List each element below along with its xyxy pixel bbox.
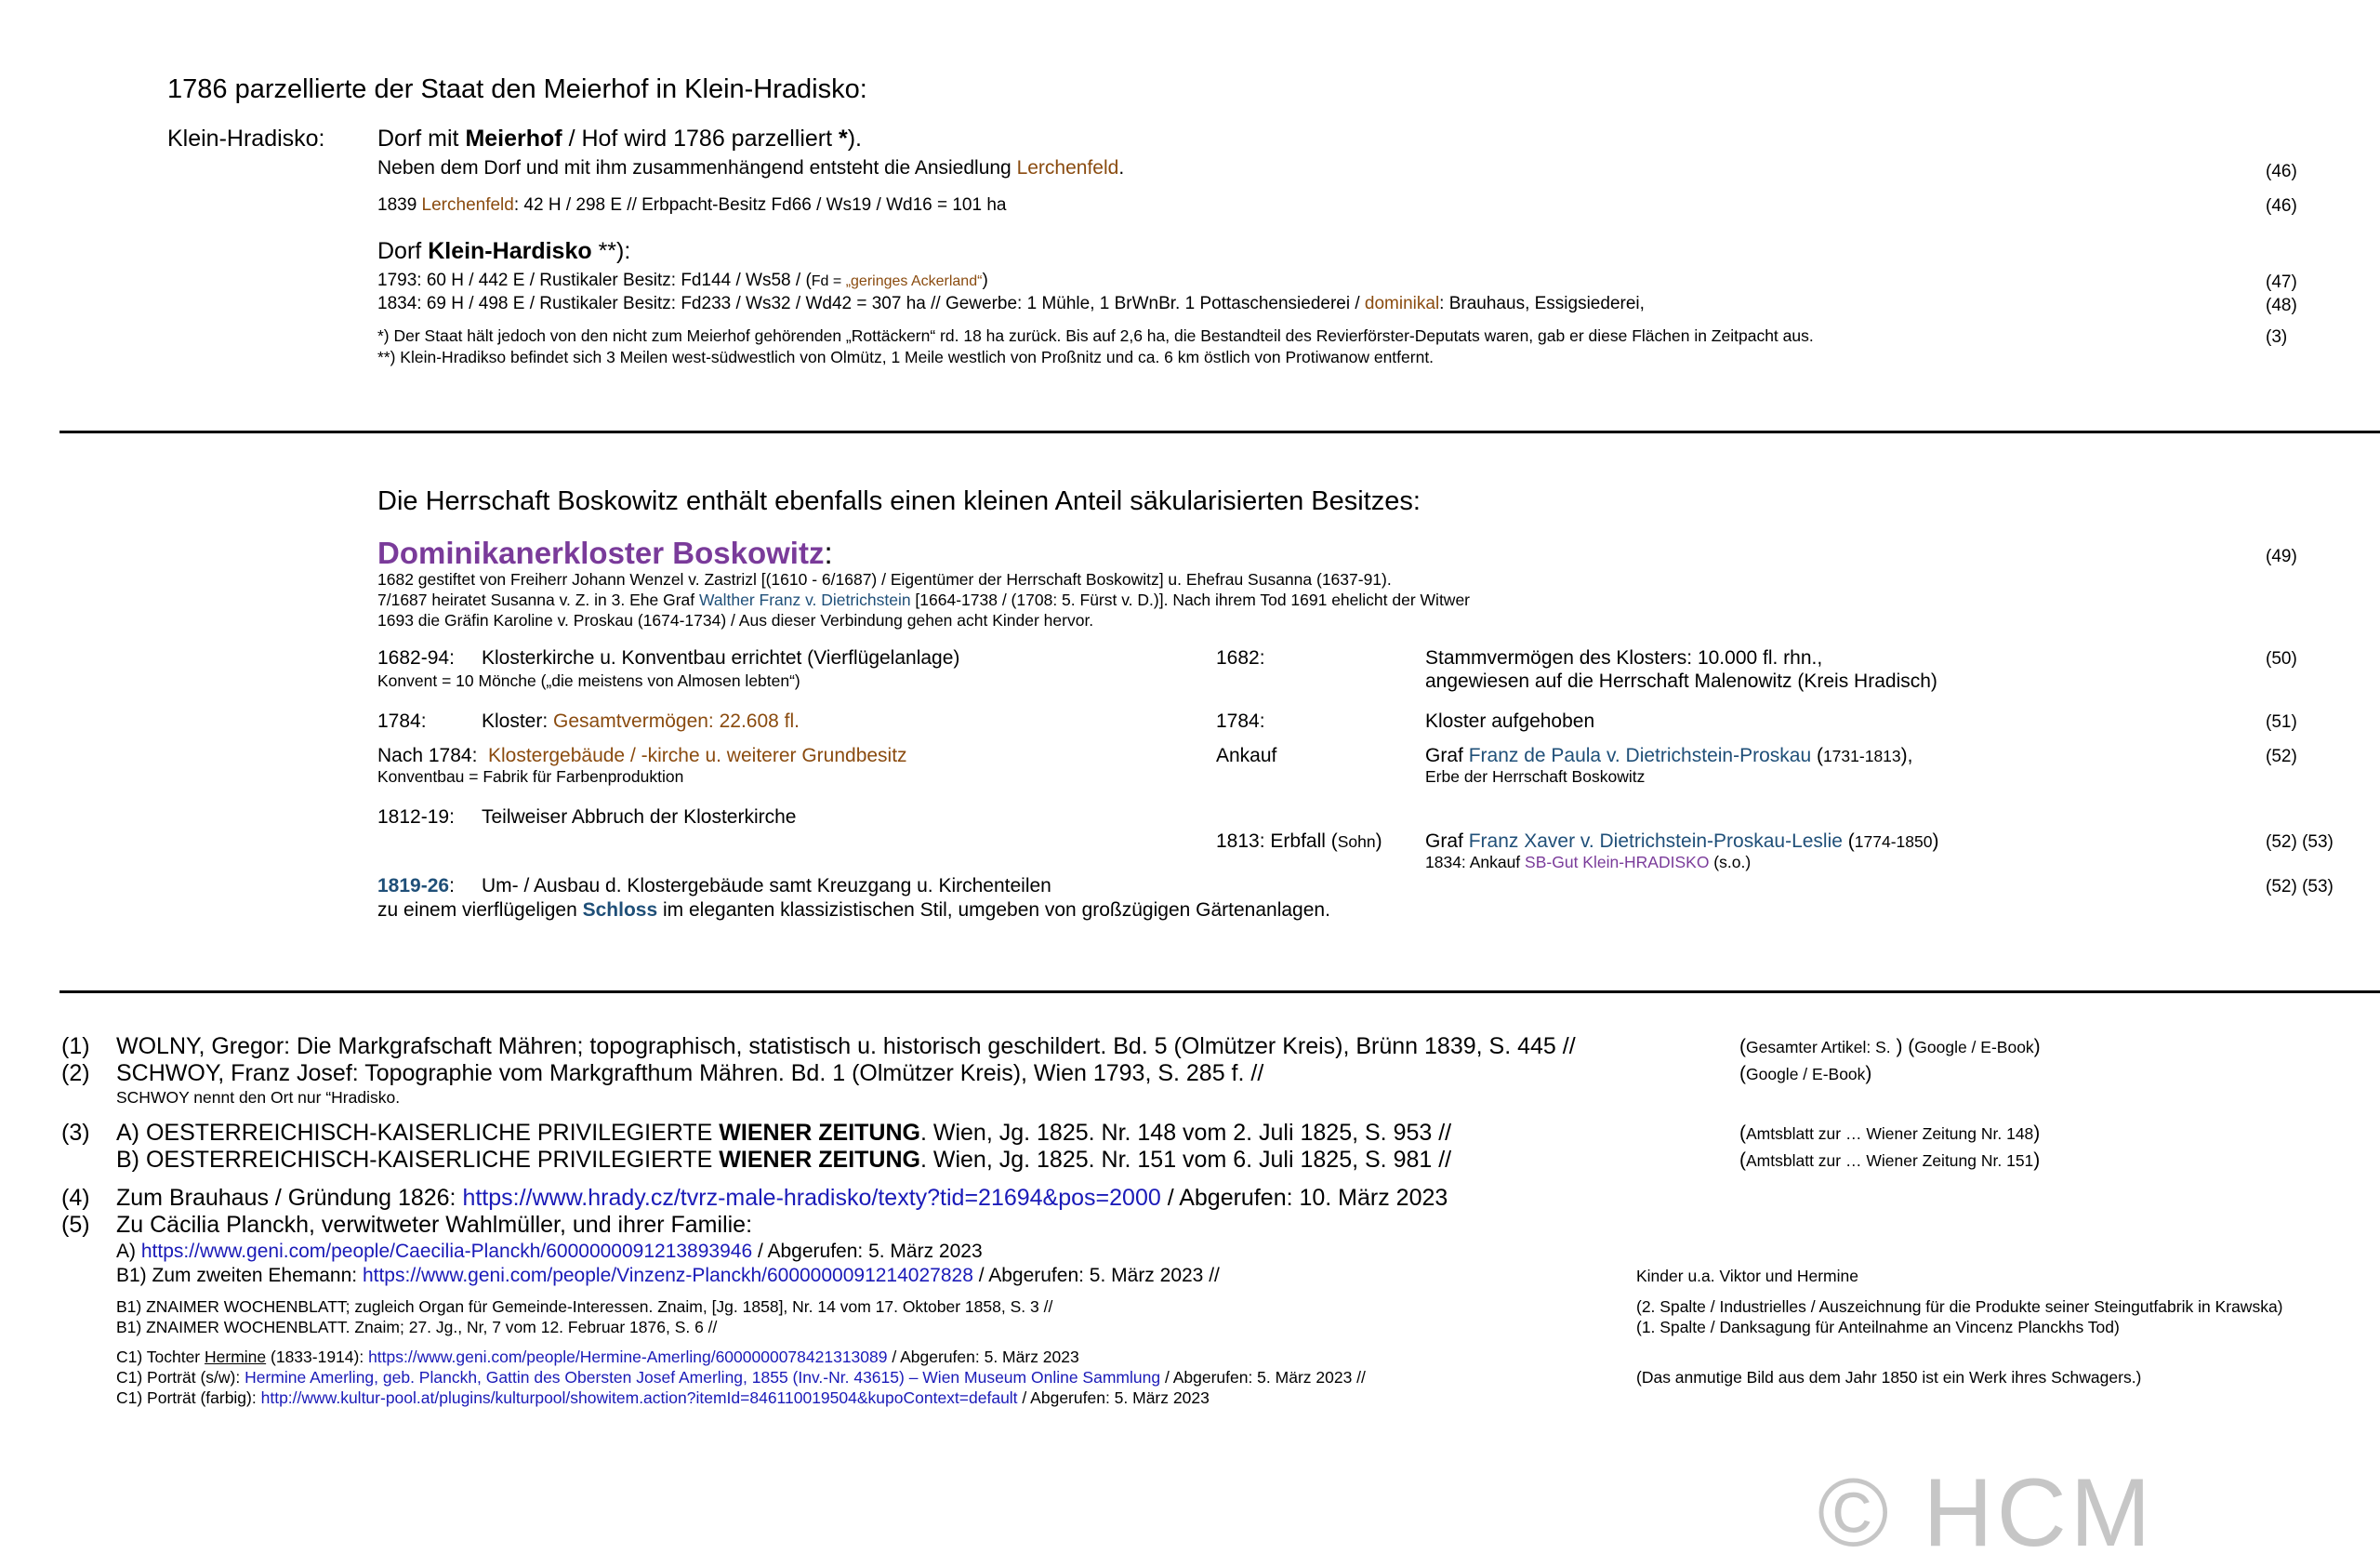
source-subentry: B1) ZNAIMER WOCHENBLATT. Znaim; 27. Jg., Nr, 7 vom 12. Februar 1876, S. 6 //	[116, 1318, 718, 1336]
timeline-text: zu einem vierflügeligen Schloss im eleganten klassizistischen Stil, umgeben von großzügigen Gärtenanlagen.	[377, 899, 1330, 921]
reference-number: (3)	[2266, 327, 2288, 347]
timeline-year: Ankauf	[1216, 745, 1277, 766]
source-text: WOLNY, Gregor: Die Markgrafschaft Mähren; topographisch, statistisch u. historisch geschildert. Bd. 5 (Olmützer Kreis), Brünn 1839, S. 445 //	[116, 1033, 1576, 1059]
reference-number: (46)	[2266, 196, 2297, 216]
reference-number: (48)	[2266, 296, 2297, 315]
source-text: B) OESTERREICHISCH-KAISERLICHE PRIVILEGIERTE WIENER ZEITUNG. Wien, Jg. 1825. Nr. 151 vom 6. Juli 1825, S. 981 //	[116, 1147, 1452, 1173]
divider	[60, 990, 2380, 993]
timeline-text: Um- / Ausbau d. Klostergebäude samt Kreuzgang u. Kirchenteilen	[482, 875, 1051, 896]
timeline-year: 1813: Erbfall (Sohn)	[1216, 830, 1382, 852]
source-link[interactable]: Hermine Amerling, geb. Planckh, Gattin des Obersten Josef Amerling, 1855 (Inv.-Nr. 43615) – Wien Museum Online Sammlung	[245, 1368, 1161, 1387]
history-line-3: 1693 die Gräfin Karoline v. Proskau (1674-1734) / Aus dieser Verbindung gehen acht Kinder hervor.	[377, 611, 1094, 630]
reference-number: (47)	[2266, 272, 2297, 292]
section1-heading: 1786 parzellierte der Staat den Meierhof in Klein-Hradisko:	[167, 74, 867, 104]
village-heading: Dorf Klein-Hardisko **):	[377, 238, 631, 264]
source-note: (Gesamter Artikel: S. ) (Google / E-Book)	[1739, 1036, 2041, 1057]
source-note: Kinder u.a. Viktor und Hermine	[1636, 1267, 1858, 1285]
source-number: (3)	[61, 1120, 90, 1146]
village-line: Dorf mit Meierhof / Hof wird 1786 parzelliert *).	[377, 126, 863, 152]
source-number: (4)	[61, 1185, 90, 1211]
timeline-text: angewiesen auf die Herrschaft Malenowitz (Kreis Hradisch)	[1425, 671, 1937, 692]
timeline-subtext: Konvent = 10 Mönche („die meistens von Almosen lebten“)	[377, 671, 800, 690]
source-text: SCHWOY, Franz Josef: Topographie vom Markgrafthum Mähren. Bd. 1 (Olmützer Kreis), Wien 1793, S. 285 f. //	[116, 1060, 1264, 1086]
divider	[60, 431, 2380, 433]
source-link[interactable]: https://www.geni.com/people/Vinzenz-Planckh/6000000091214027828	[362, 1265, 973, 1286]
timeline-year: 1819-26:	[377, 875, 455, 896]
timeline-subtext: Konventbau = Fabrik für Farbenproduktion	[377, 767, 684, 786]
timeline-subtext: 1834: Ankauf SB-Gut Klein-HRADISKO (s.o.)	[1425, 853, 1752, 871]
settlement-line: Neben dem Dorf und mit ihm zusammenhängend entsteht die Ansiedlung Lerchenfeld.	[377, 157, 1125, 179]
source-subentry: B1) Zum zweiten Ehemann: https://www.geni.com/people/Vinzenz-Planckh/6000000091214027828 / Abgerufen: 5. März 2023 //	[116, 1265, 1220, 1286]
timeline-year: 1682-94:	[377, 647, 455, 669]
timeline-year: 1812-19:	[377, 806, 455, 828]
reference-number: (52)	[2266, 747, 2297, 766]
source-note: (Das anmutige Bild aus dem Jahr 1850 ist ein Werk ihres Schwagers.)	[1636, 1368, 2142, 1387]
timeline-text: Graf Franz Xaver v. Dietrichstein-Proskau-Leslie (1774-1850)	[1425, 830, 1939, 852]
source-note: (Google / E-Book)	[1739, 1063, 1872, 1084]
timeline-year: 1784:	[1216, 710, 1265, 732]
reference-number: (49)	[2266, 547, 2297, 566]
reference-number: (52) (53)	[2266, 877, 2334, 896]
source-subentry: B1) ZNAIMER WOCHENBLATT; zugleich Organ für Gemeinde-Interessen. Znaim, [Jg. 1858], Nr. 14 vom 17. Oktober 1858, S. 3 //	[116, 1297, 1053, 1316]
source-subentry: C1) Porträt (s/w): Hermine Amerling, geb. Planckh, Gattin des Obersten Josef Amerling, 1855 (Inv.-Nr. 43615) – Wien Museum Online Sammlung / Abgerufen: 5. März 2023 //	[116, 1368, 1366, 1387]
source-subentry: C1) Tochter Hermine (1833-1914): https://www.geni.com/people/Hermine-Amerling/6000000078421313089 / Abgerufen: 5. März 2023	[116, 1348, 1079, 1366]
source-link[interactable]: https://www.geni.com/people/Hermine-Amerling/6000000078421313089	[368, 1348, 888, 1366]
reference-number: (50)	[2266, 649, 2297, 669]
timeline-text: Teilweiser Abbruch der Klosterkirche	[482, 806, 797, 828]
timeline-year: 1682:	[1216, 647, 1265, 669]
source-number: (2)	[61, 1060, 90, 1086]
source-link[interactable]: http://www.kultur-pool.at/plugins/kulturpool/showitem.action?itemId=846110019504&kupoContext=default	[260, 1388, 1018, 1407]
source-note: (1. Spalte / Danksagung für Anteilnahme an Vincenz Planckhs Tod)	[1636, 1318, 2120, 1336]
source-link[interactable]: https://www.hrady.cz/tvrz-male-hradisko/texty?tid=21694&pos=2000	[462, 1185, 1161, 1211]
source-subentry: A) https://www.geni.com/people/Caecilia-Planckh/6000000091213893946 / Abgerufen: 5. März 2023	[116, 1241, 983, 1262]
timeline-text: Kloster aufgehoben	[1425, 710, 1595, 732]
source-link[interactable]: https://www.geni.com/people/Caecilia-Planckh/6000000091213893946	[140, 1241, 753, 1262]
year-1793-line: 1793: 60 H / 442 E / Rustikaler Besitz: Fd144 / Ws58 / (Fd = „geringes Ackerland“)	[377, 271, 988, 290]
timeline-text: Stammvermögen des Klosters: 10.000 fl. rhn.,	[1425, 647, 1823, 669]
timeline-text: Graf Franz de Paula v. Dietrichstein-Proskau (1731-1813),	[1425, 745, 1913, 766]
source-text: Zum Brauhaus / Gründung 1826: https://www.hrady.cz/tvrz-male-hradisko/texty?tid=21694&pos=2000 / Abgerufen: 10. März 2023	[116, 1185, 1448, 1211]
footnote-2: **) Klein-Hradikso befindet sich 3 Meilen west-südwestlich von Olmütz, 1 Meile westlich von Proßnitz und ca. 6 km östlich von Protiwanow entfernt.	[377, 348, 1435, 366]
reference-number: (52) (53)	[2266, 832, 2334, 852]
history-line-2: 7/1687 heiratet Susanna v. Z. in 3. Ehe Graf Walther Franz v. Dietrichstein [1664-1738 / (1708: 5. Fürst v. D.)]. Nach ihrem Tod 1691 ehelicht der Witwer	[377, 591, 1471, 609]
source-note: (Amtsblatt zur … Wiener Zeitung Nr. 148)	[1739, 1122, 2041, 1144]
section2-heading: Die Herrschaft Boskowitz enthält ebenfalls einen kleinen Anteil säkularisierten Besitzes:	[377, 486, 1421, 516]
lerchenfeld-line: 1839 Lerchenfeld: 42 H / 298 E // Erbpacht-Besitz Fd66 / Ws19 / Wd16 = 101 ha	[377, 195, 1007, 215]
timeline-text: Klostergebäude / -kirche u. weiterer Grundbesitz	[488, 745, 907, 766]
source-note: (Amtsblatt zur … Wiener Zeitung Nr. 151)	[1739, 1149, 2041, 1171]
copyright-watermark: © HCM	[1818, 1459, 2155, 1567]
timeline-year: Nach 1784:	[377, 745, 478, 766]
reference-number: (51)	[2266, 712, 2297, 732]
source-note: (2. Spalte / Industrielles / Auszeichnung für die Produkte seiner Steingutfabrik in Krawska)	[1636, 1297, 2283, 1316]
source-number: (1)	[61, 1033, 90, 1059]
source-subentry: C1) Porträt (farbig): http://www.kultur-pool.at/plugins/kulturpool/showitem.action?itemId=846110019504&kupoContext=default / Abgerufen: 5. März 2023	[116, 1388, 1210, 1407]
timeline-text: Klosterkirche u. Konventbau errichtet (Vierflügelanlage)	[482, 647, 960, 669]
reference-number: (46)	[2266, 162, 2297, 181]
monastery-title: Dominikanerkloster Boskowitz:	[377, 536, 833, 570]
source-text: Zu Cäcilia Planckh, verwitweter Wahlmüller, und ihrer Familie:	[116, 1212, 753, 1238]
timeline-subtext: Erbe der Herrschaft Boskowitz	[1425, 767, 1646, 786]
source-subtext: SCHWOY nennt den Ort nur “Hradisko.	[116, 1088, 401, 1107]
place-label: Klein-Hradisko:	[167, 126, 325, 152]
year-1834-line: 1834: 69 H / 498 E / Rustikaler Besitz: Fd233 / Ws32 / Wd42 = 307 ha // Gewerbe: 1 Mühle, 1 BrWnBr. 1 Pottaschensiederei / dominikal: Brauhaus, Essigsiederei,	[377, 294, 1645, 313]
timeline-text: Kloster: Gesamtvermögen: 22.608 fl.	[482, 710, 800, 732]
footnote-1: *) Der Staat hält jedoch von den nicht zum Meierhof gehörenden „Rottäckern“ rd. 18 ha zurück. Bis auf 2,6 ha, die Bestandteil des Revierförster-Deputats waren, gab er diese Flächen in Zeitpacht aus.	[377, 326, 1814, 345]
source-text: A) OESTERREICHISCH-KAISERLICHE PRIVILEGIERTE WIENER ZEITUNG. Wien, Jg. 1825. Nr. 148 vom 2. Juli 1825, S. 953 //	[116, 1120, 1452, 1146]
timeline-year: 1784:	[377, 710, 427, 732]
history-line-1: 1682 gestiftet von Freiherr Johann Wenzel v. Zastrizl [(1610 - 6/1687) / Eigentümer der Herrschaft Boskowitz] u. Ehefrau Susanna (1637-91).	[377, 570, 1392, 589]
source-number: (5)	[61, 1212, 90, 1238]
